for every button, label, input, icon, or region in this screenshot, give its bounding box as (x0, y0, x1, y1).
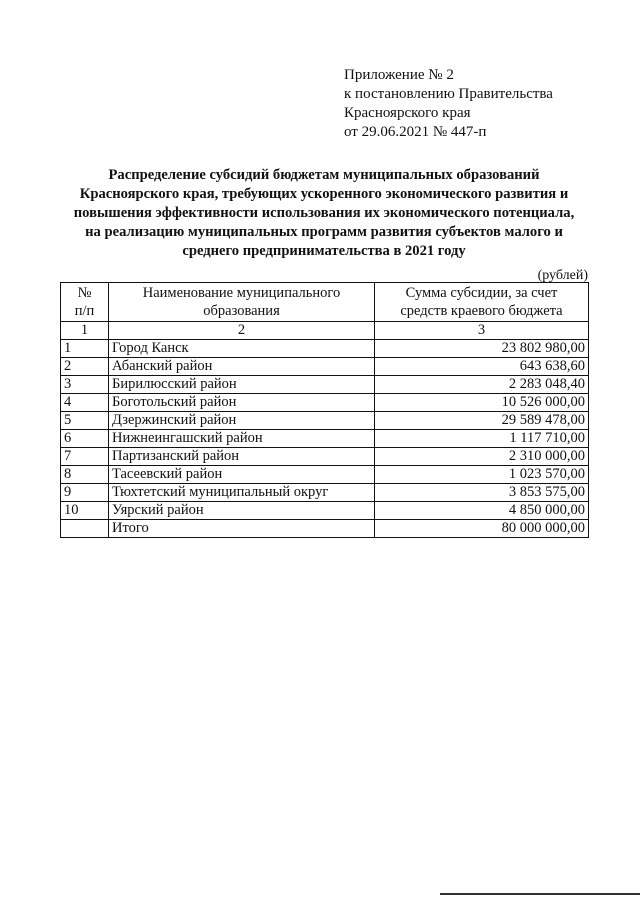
row-name: Дзержинский район (109, 412, 375, 430)
title-line: Красноярского края, требующих ускоренного экономического развития и (79, 186, 569, 202)
column-number: 3 (375, 322, 589, 340)
row-amount: 1 117 710,00 (375, 430, 589, 448)
table-row (61, 340, 589, 358)
total-label: Итого (109, 520, 375, 538)
total-row (61, 520, 589, 538)
row-name: Уярский район (109, 502, 375, 520)
table-header-row (61, 283, 589, 322)
row-num: 3 (61, 376, 109, 394)
table-row (61, 466, 589, 484)
header-num: № п/п (61, 283, 109, 322)
row-name: Тасеевский район (109, 466, 375, 484)
title-line: на реализацию муниципальных программ развития субъектов малого и (85, 224, 563, 240)
row-num: 5 (61, 412, 109, 430)
row-num: 1 (61, 340, 109, 358)
annex-line: от 29.06.2021 № 447-п (344, 124, 487, 140)
row-amount: 643 638,60 (375, 358, 589, 376)
row-amount: 10 526 000,00 (375, 394, 589, 412)
row-num: 10 (61, 502, 109, 520)
row-amount: 4 850 000,00 (375, 502, 589, 520)
table-row (61, 376, 589, 394)
table-row (61, 430, 589, 448)
row-num: 7 (61, 448, 109, 466)
row-num: 2 (61, 358, 109, 376)
column-number: 2 (109, 322, 375, 340)
row-num: 9 (61, 484, 109, 502)
row-name: Партизанский район (109, 448, 375, 466)
units-label: (рублей) (537, 268, 588, 283)
table-row (61, 394, 589, 412)
row-num: 6 (61, 430, 109, 448)
scan-edge-line (440, 893, 640, 895)
row-name: Боготольский район (109, 394, 375, 412)
row-amount: 2 310 000,00 (375, 448, 589, 466)
row-amount: 2 283 048,40 (375, 376, 589, 394)
subsidies-table (60, 282, 589, 538)
table-row (61, 412, 589, 430)
title-line: среднего предпринимательства в 2021 году (182, 243, 466, 259)
header-amount: Сумма субсидии, за счет средств краевого бюджета (375, 283, 589, 322)
total-amount: 80 000 000,00 (375, 520, 589, 538)
row-name: Тюхтетский муниципальный округ (109, 484, 375, 502)
row-name: Бирилюсский район (109, 376, 375, 394)
annex-line: к постановлению Правительства (344, 86, 553, 102)
row-name: Нижнеингашский район (109, 430, 375, 448)
annex-header (344, 66, 553, 142)
annex-line: Красноярского края (344, 105, 471, 121)
row-amount: 23 802 980,00 (375, 340, 589, 358)
document-title (60, 166, 588, 261)
table-row (61, 484, 589, 502)
total-num (61, 520, 109, 538)
row-amount: 29 589 478,00 (375, 412, 589, 430)
column-number: 1 (61, 322, 109, 340)
row-amount: 1 023 570,00 (375, 466, 589, 484)
title-line: повышения эффективности использования их экономического потенциала, (73, 205, 575, 221)
row-name: Город Канск (109, 340, 375, 358)
annex-line: Приложение № 2 (344, 67, 454, 83)
header-name: Наименование муниципального образования (109, 283, 375, 322)
column-numbers-row (61, 322, 589, 340)
title-line: Распределение субсидий бюджетам муниципальных образований (108, 167, 540, 183)
row-num: 4 (61, 394, 109, 412)
table-row (61, 358, 589, 376)
row-num: 8 (61, 466, 109, 484)
row-amount: 3 853 575,00 (375, 484, 589, 502)
table-row (61, 502, 589, 520)
row-name: Абанский район (109, 358, 375, 376)
table-row (61, 448, 589, 466)
